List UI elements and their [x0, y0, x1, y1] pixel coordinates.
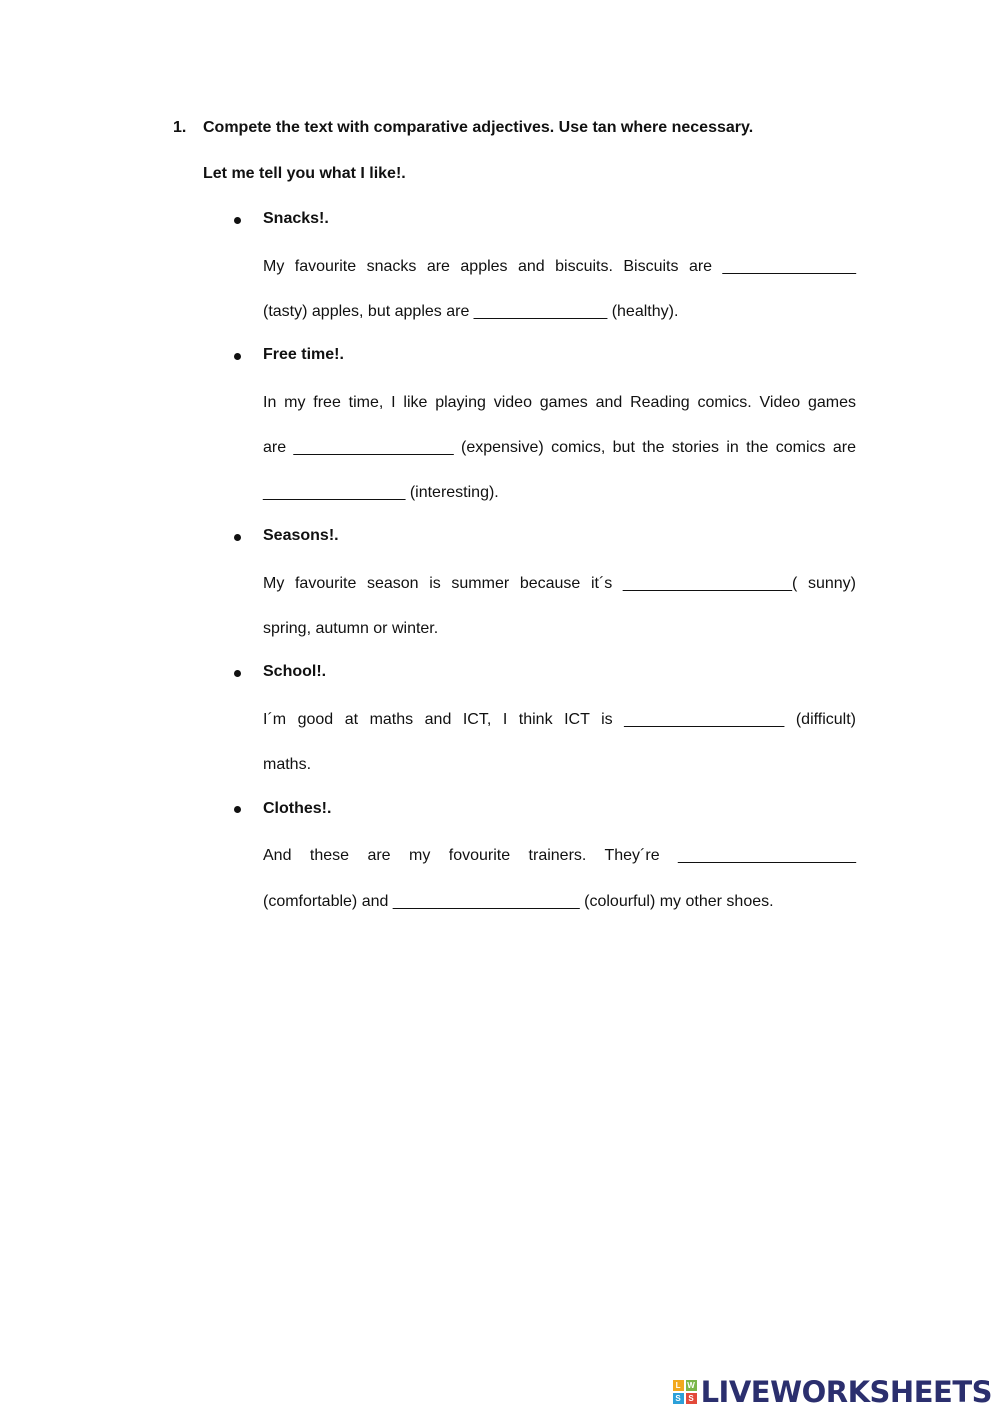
logo-cell: L: [673, 1380, 684, 1391]
watermark-text: LIVEWORKSHEETS: [700, 1375, 992, 1409]
snacks-line-2: (tasty) apples, but apples are _______________ (healthy).: [263, 303, 679, 320]
question-instruction: Compete the text with comparative adjectives. Use tan where necessary.: [203, 119, 754, 136]
clothes-line-1: And these are my fovourite trainers. They´re ____________________: [263, 847, 856, 864]
seasons-line-1: My favourite season is summer because it´s ___________________( sunny): [263, 575, 856, 592]
liveworksheets-logo-icon: [673, 1380, 697, 1404]
section-title-clothes: Clothes!.: [263, 800, 332, 817]
logo-cell: W: [687, 1381, 695, 1390]
section-title-snacks: Snacks!.: [263, 210, 329, 227]
free-time-line-1: In my free time, I like playing video games and Reading comics. Video games: [263, 394, 856, 411]
free-time-line-3: ________________ (interesting).: [263, 484, 499, 501]
section-title-seasons: Seasons!.: [263, 527, 339, 544]
school-line-1: I´m good at maths and ICT, I think ICT is __________________ (difficult): [263, 711, 856, 728]
liveworksheets-watermark: [673, 1375, 992, 1409]
seasons-line-2: spring, autumn or winter.: [263, 620, 439, 637]
bullet-icon: [234, 534, 241, 541]
bullet-icon: [234, 806, 241, 813]
bullet-icon: [234, 670, 241, 677]
clothes-line-2: (comfortable) and _____________________ (colourful) my other shoes.: [263, 893, 774, 910]
free-time-line-2: are __________________ (expensive) comics, but the stories in the comics are: [263, 439, 856, 456]
logo-cell: S: [686, 1393, 697, 1404]
question-heading: [173, 119, 753, 137]
logo-cell: S: [673, 1393, 684, 1404]
section-title-school: School!.: [263, 663, 327, 680]
section-title-free-time: Free time!.: [263, 346, 344, 363]
school-line-2: maths.: [263, 756, 312, 773]
snacks-line-1: My favourite snacks are apples and biscuits. Biscuits are _______________: [263, 258, 856, 275]
bullet-icon: [234, 353, 241, 360]
question-number: 1.: [173, 119, 187, 136]
bullet-icon: [234, 217, 241, 224]
intro-text: Let me tell you what I like!.: [203, 165, 406, 182]
